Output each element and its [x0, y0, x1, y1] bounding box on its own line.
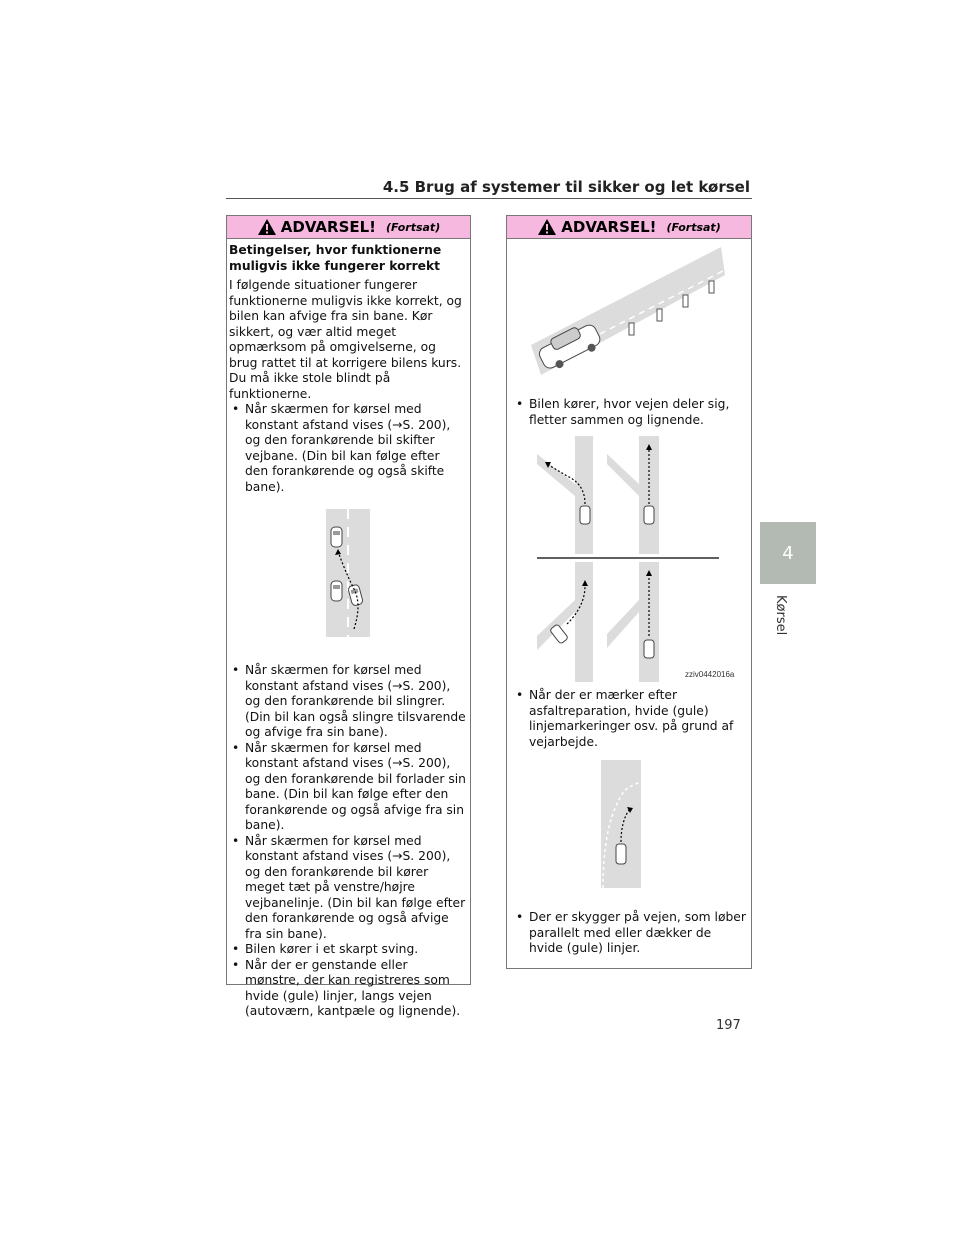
- list-item: • Når skærmen for kørsel med konstant afstand vises (→S. 200), og den forankørende bil forlader sin bane. (Din bil kan følge efter den forankørende og også afvige fra sin bane).: [229, 741, 466, 834]
- warning-triangle-icon: [537, 218, 557, 236]
- warning-header: [507, 216, 751, 239]
- list-item: • Når skærmen for kørsel med konstant afstand vises (→S. 200), og den forankørende bil kører meget tæt på venstre/højre vejbanelinje. (Din bil kan følge efter den forankørende og også afvige fra sin bane).: [229, 834, 466, 943]
- chapter-number: 4: [782, 542, 794, 564]
- conditions-heading: Betingelser, hvor funktionerne muligvis ikke fungerer korrekt: [229, 243, 442, 273]
- list-item: • Når der er mærker efter asfaltreparation, hvide (gule) linjemarkeringer osv. på grund af vejarbejde.: [513, 688, 747, 750]
- bullet-list-right-3: [509, 910, 747, 957]
- warning-box-right: [506, 215, 752, 969]
- bullet-list-a: [229, 402, 466, 495]
- warning-word: ADVARSEL!: [561, 218, 657, 236]
- warning-word: ADVARSEL!: [280, 218, 377, 236]
- list-item: • Når skærmen for kørsel med konstant afstand vises (→S. 200), og den forankørende bil skifter vejbane. (Din bil kan følge efter den forankørende og også skifte bane).: [229, 402, 466, 495]
- warning-box-left: [226, 215, 471, 1018]
- warning-content-right: [507, 239, 751, 957]
- list-item: • Når skærmen for kørsel med konstant afstand vises (→S. 200), og den forankørende bil slingrer. (Din bil kan også slingre tilsvarende og afvige fra sin bane).: [229, 663, 466, 741]
- header-divider: [226, 198, 752, 199]
- list-item: • Når der er genstande eller mønstre, der kan registreres som hvide (gule) linjer, langs vejen (autoværn, kantpæle og lignende).: [229, 958, 466, 1020]
- warning-header: [227, 216, 470, 239]
- list-item: • Bilen kører i et skarpt sving.: [229, 942, 466, 958]
- lane-change-illustration: [326, 509, 370, 637]
- bullet-list-right-2: [509, 688, 747, 750]
- section-title: 4.5 Brug af systemer til sikker og let kørsel: [382, 178, 750, 196]
- intro-paragraph: I følgende situationer fungerer funktionerne muligvis ikke korrekt, og bilen kan afvige fra sin bane. Kør sikkert, og vær altid meget opmærksom på omgivelserne, og brug rattet til at korrigere bilens kurs. Du må ikke stole blindt på funktionerne.: [229, 278, 462, 401]
- bullet-list-b: [229, 663, 466, 1020]
- warning-triangle-icon: [257, 218, 277, 236]
- warning-continued: (Fortsat): [386, 220, 441, 234]
- road-split-merge-illustration: [537, 436, 735, 682]
- guardrail-illustration: [531, 247, 725, 375]
- list-item: • Bilen kører, hvor vejen deler sig, fletter sammen og lignende.: [513, 397, 747, 428]
- chapter-label: Kørsel: [773, 595, 788, 636]
- road-repair-marks-illustration: [599, 760, 657, 888]
- figure-code: zziv0442016a: [685, 670, 735, 679]
- warning-content-left: [227, 239, 470, 1020]
- list-item: • Der er skygger på vejen, som løber parallelt med eller dækker de hvide (gule) linjer.: [513, 910, 747, 957]
- bullet-list-right-1: [509, 397, 747, 428]
- page-number: 197: [716, 1018, 741, 1033]
- warning-continued: (Fortsat): [666, 220, 721, 234]
- chapter-tab: [760, 522, 816, 584]
